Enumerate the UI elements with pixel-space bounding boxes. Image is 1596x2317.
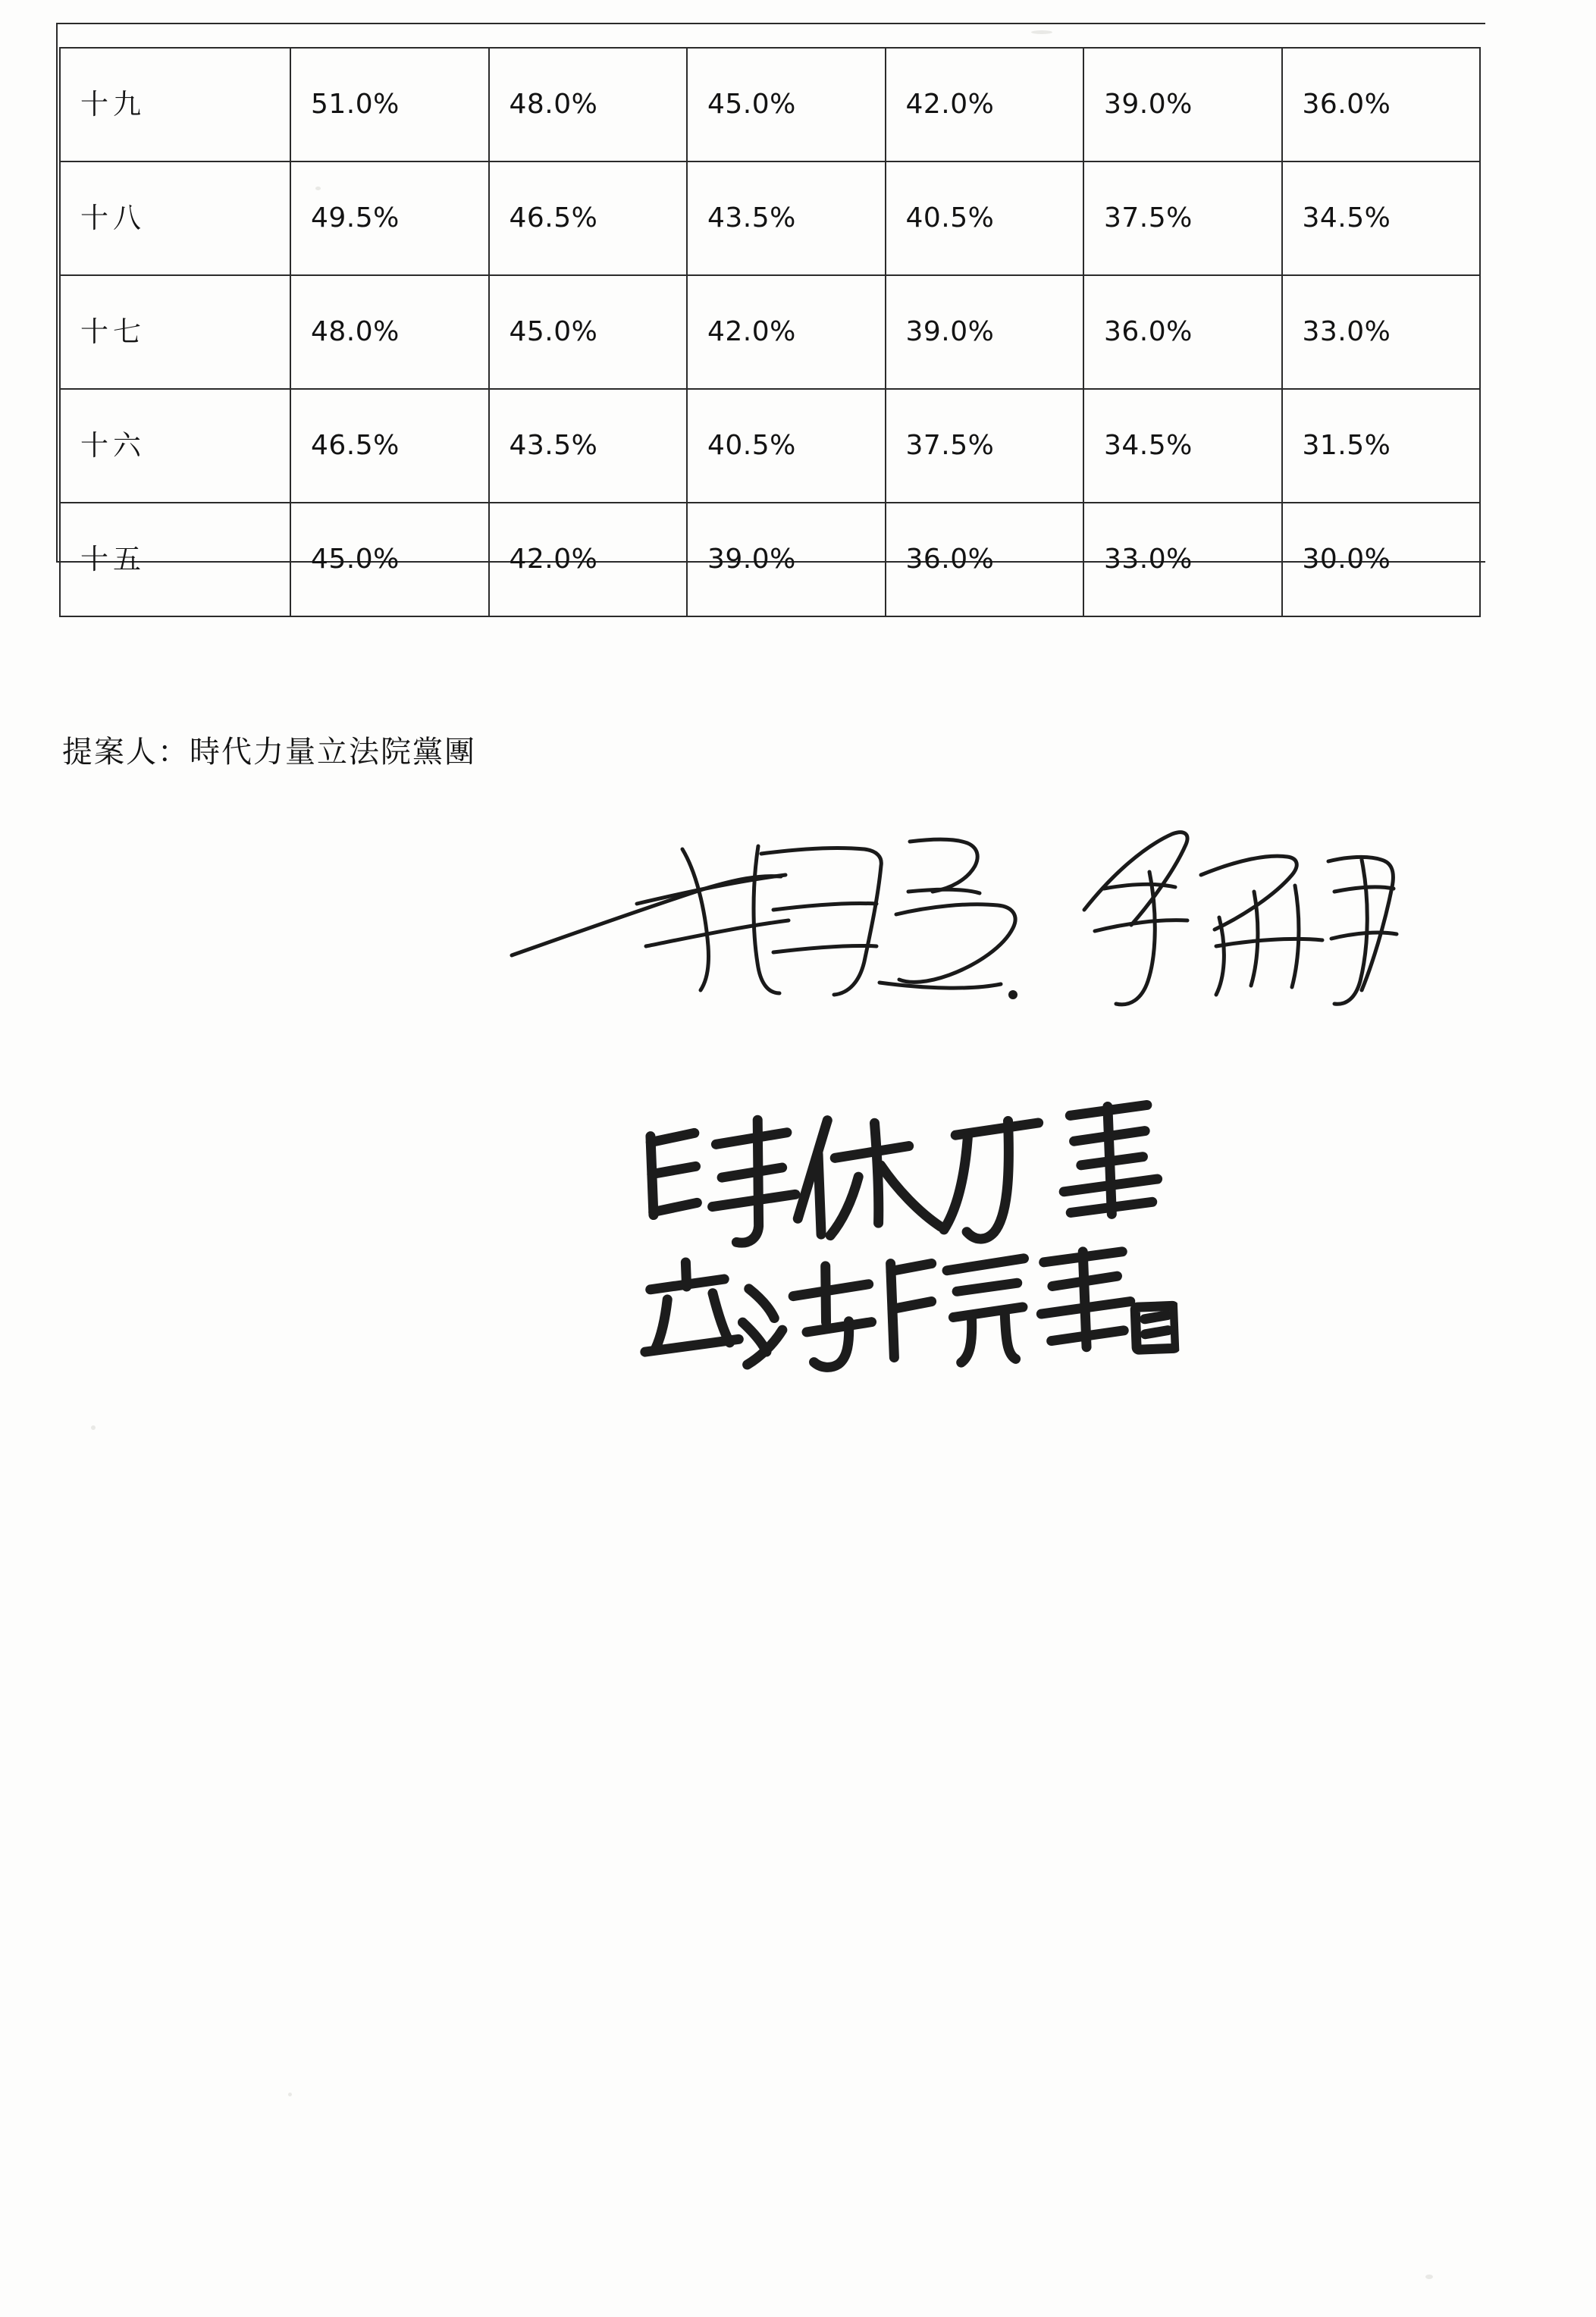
row-label: 十六	[60, 389, 290, 503]
row-label: 十五	[60, 503, 290, 616]
table-row	[60, 161, 1480, 275]
table-cell: 39.0%	[687, 503, 886, 616]
table-cell: 39.0%	[1083, 48, 1282, 161]
table-cell: 36.0%	[1282, 48, 1481, 161]
table-cell: 48.0%	[290, 275, 489, 389]
handwritten-signature-1	[512, 839, 1017, 999]
table-row	[60, 48, 1480, 161]
table-cell: 40.5%	[687, 389, 886, 503]
scan-speck	[91, 1425, 96, 1430]
table-outer-frame-left	[56, 23, 58, 563]
table-cell: 37.5%	[886, 389, 1084, 503]
table-cell: 48.0%	[489, 48, 688, 161]
table-cell: 34.5%	[1083, 389, 1282, 503]
scan-speck	[1425, 2275, 1433, 2279]
table-cell: 37.5%	[1083, 161, 1282, 275]
table-cell: 46.5%	[290, 389, 489, 503]
table-row	[60, 389, 1480, 503]
signature-area	[455, 819, 1554, 1039]
row-label: 十九	[60, 48, 290, 161]
table-cell: 46.5%	[489, 161, 688, 275]
table-cell: 40.5%	[886, 161, 1084, 275]
table-row	[60, 275, 1480, 389]
table-row	[60, 503, 1480, 616]
table-cell: 43.5%	[489, 389, 688, 503]
table-cell: 34.5%	[1282, 161, 1481, 275]
scan-speck	[1031, 30, 1052, 34]
table-cell: 45.0%	[687, 48, 886, 161]
table-cell: 45.0%	[290, 503, 489, 616]
table-cell: 49.5%	[290, 161, 489, 275]
stamp-line-1	[650, 1105, 1159, 1252]
table-cell: 51.0%	[290, 48, 489, 161]
scan-speck	[288, 2093, 292, 2096]
table-cell: 42.0%	[489, 503, 688, 616]
stamp-line-2	[641, 1243, 1176, 1375]
table-cell: 42.0%	[687, 275, 886, 389]
table-cell: 30.0%	[1282, 503, 1481, 616]
party-caucus-stamp	[623, 1081, 1181, 1420]
table-cell: 36.0%	[886, 503, 1084, 616]
table-cell: 31.5%	[1282, 389, 1481, 503]
table-cell: 45.0%	[489, 275, 688, 389]
table-cell: 39.0%	[886, 275, 1084, 389]
rate-table	[59, 47, 1481, 617]
table-outer-frame-top	[56, 23, 1485, 24]
table-cell: 43.5%	[687, 161, 886, 275]
rate-table-container	[59, 47, 1481, 617]
table-cell: 36.0%	[1083, 275, 1282, 389]
table-cell: 42.0%	[886, 48, 1084, 161]
row-label: 十八	[60, 161, 290, 275]
proposer-line: 提案人：時代力量立法院黨團	[62, 735, 476, 770]
handwritten-signature-2	[1084, 832, 1397, 1005]
table-cell: 33.0%	[1083, 503, 1282, 616]
row-label: 十七	[60, 275, 290, 389]
table-cell: 33.0%	[1282, 275, 1481, 389]
